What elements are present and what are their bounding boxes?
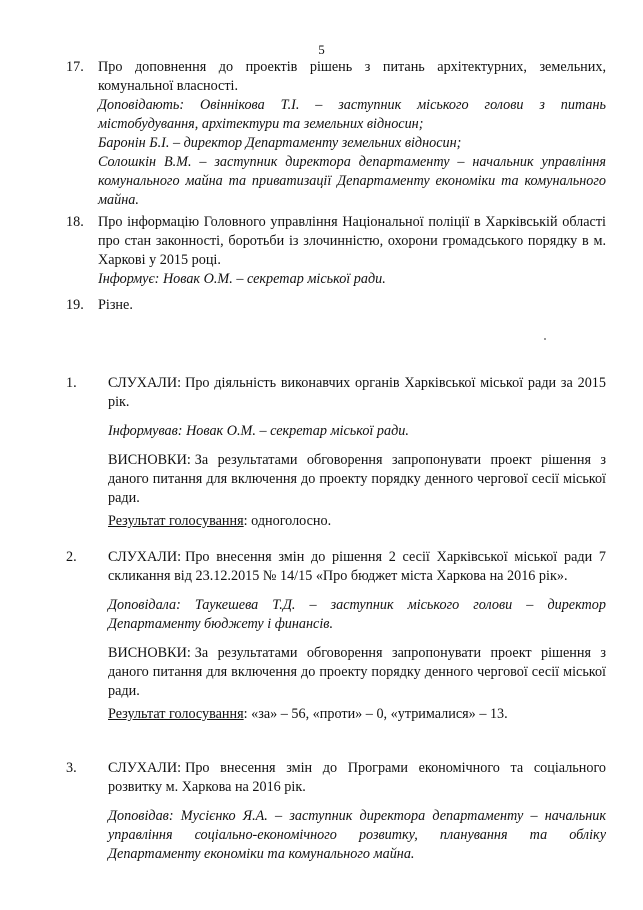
heard-text: Про внесення змін до рішення 2 сесії Харківської міської ради 7 скликання від 23.12.2015 № 14/15 «Про бюджет міста Харкова на 2016 рік». — [108, 549, 606, 584]
conclusion-label: ВИСНОВКИ: — [108, 645, 191, 661]
scan-speck — [544, 338, 546, 340]
minutes-item-number: 3. — [66, 760, 77, 776]
agenda-item — [66, 213, 606, 289]
page-number: 5 — [318, 42, 325, 57]
agenda-speaker: Інформує: Новак О.М. – секретар міської ради. — [98, 271, 386, 287]
vote-label: Результат голосування — [108, 513, 244, 529]
agenda-item — [66, 58, 606, 210]
vote-text: : «за» – 56, «проти» – 0, «утрималися» – 13. — [243, 706, 508, 722]
heard-paragraph — [108, 374, 606, 412]
speaker-line: Інформував: Новак О.М. – секретар міської ради. — [108, 423, 409, 439]
vote-result — [108, 512, 606, 531]
heard-text: Про діяльність виконавчих органів Харківської міської ради за 2015 рік. — [108, 375, 606, 410]
minutes-item-number: 2. — [66, 549, 77, 565]
vote-text: : одноголосно. — [243, 513, 332, 529]
agenda-item-number: 17. — [66, 59, 84, 75]
minutes-item — [66, 759, 606, 874]
conclusion-paragraph — [108, 451, 606, 508]
conclusion-text: За результатами обговорення запропонувати проект рішення з даного питання для включення до проекту порядку денного чергової сесії міської ради. — [108, 452, 606, 506]
agenda-speaker: Доповідають: Овіннікова Т.І. – заступник міського голови з питань містобудування, архітектури та земельних відносин; — [98, 97, 606, 132]
heard-paragraph — [108, 548, 606, 586]
speaker-line: Доповідав: Мусієнко Я.А. – заступник директора департаменту – начальник управління соціально-економічного розвитку, планування та обліку Департаменту економіки та комунального майна. — [108, 808, 606, 862]
agenda-item-title: Про інформацію Головного управління Національної поліції в Харківській області про стан законності, боротьби із злочинністю, охорони громадського порядку в м. Харкові у 2015 році. — [98, 214, 606, 268]
heard-label: СЛУХАЛИ: — [108, 549, 182, 565]
agenda-item-number: 19. — [66, 297, 84, 313]
agenda-item-number: 18. — [66, 214, 84, 230]
vote-label: Результат голосування — [108, 706, 244, 722]
minutes-item-number: 1. — [66, 375, 77, 391]
vote-result — [108, 705, 606, 724]
conclusion-paragraph — [108, 644, 606, 701]
minutes-item — [66, 374, 606, 541]
agenda-item-title: Про доповнення до проектів рішень з питань архітектурних, земельних, комунальної власності. — [98, 59, 606, 94]
heard-label: СЛУХАЛИ: — [108, 760, 182, 776]
heard-text: Про внесення змін до Програми економічного та соціального розвитку м. Харкова на 2016 рік. — [108, 760, 606, 795]
heard-paragraph — [108, 759, 606, 797]
agenda-item — [66, 296, 606, 315]
conclusion-text: За результатами обговорення запропонувати проект рішення з даного питання для включення до проекту порядку денного чергової сесії міської ради. — [108, 645, 606, 699]
conclusion-label: ВИСНОВКИ: — [108, 452, 191, 468]
speaker-line: Доповідала: Таукешева Т.Д. – заступник міського голови – директор Департаменту бюджету і финансів. — [108, 597, 606, 632]
minutes-item — [66, 548, 606, 734]
agenda-speaker: Баронін Б.І. – директор Департаменту земельних відносин; — [98, 135, 462, 151]
heard-label: СЛУХАЛИ: — [108, 375, 182, 391]
agenda-item-title: Різне. — [98, 297, 133, 313]
agenda-speaker: Солошкін В.М. – заступник директора департаменту – начальник управління комунального майна та приватизації Департаменту економіки та комунального майна. — [98, 154, 606, 208]
